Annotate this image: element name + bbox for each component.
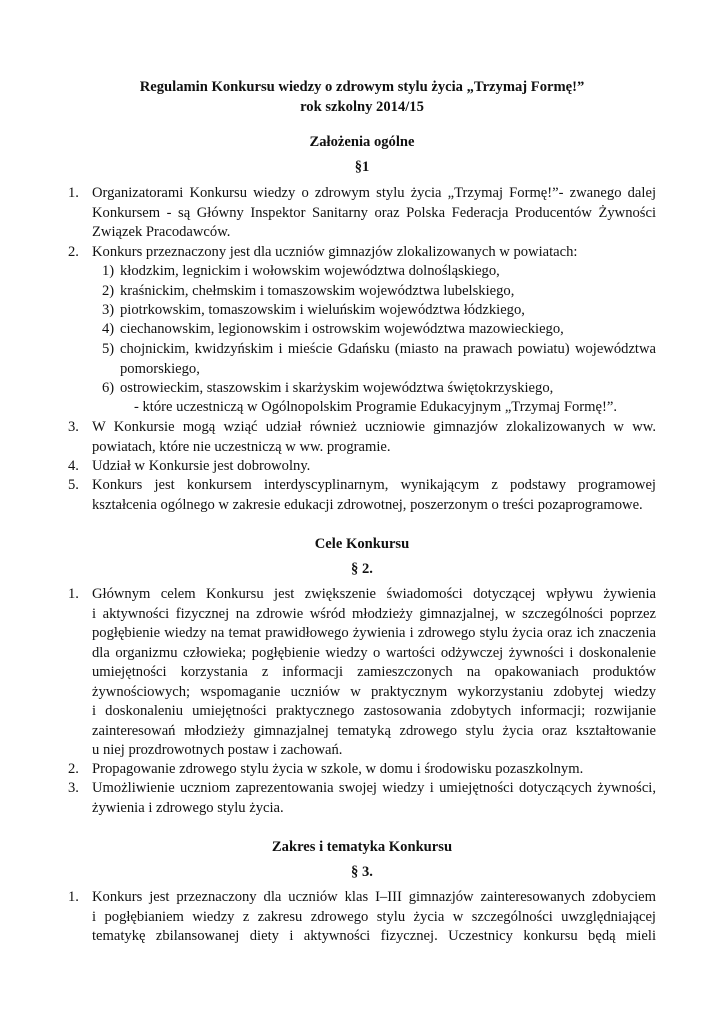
text-line: i aktywności fizycznej na zdrowie wśród młodzieży gimnazjalnej, w szczególności poprzez — [92, 605, 656, 622]
sub-item-number: 1) — [102, 263, 115, 279]
title-line-2: rok szkolny 2014/15 — [300, 99, 424, 115]
section-heading: Cele Konkursu — [314, 536, 410, 552]
item-text — [92, 243, 656, 263]
text-line: żywnościowych; wspomaganie uczniów w praktycznym wykorzystaniu zdobytej wiedzy — [92, 683, 656, 700]
item-number: 3. — [68, 419, 79, 435]
document-title — [60, 77, 664, 117]
text-line: Konkurs jest konkursem interdyscyplinarnym, wynikającym z podstawy programowej — [92, 477, 656, 493]
text-line: chojnickim, kwidzyńskim i mieście Gdańsku (miasto na prawach powiatu) województwa — [120, 341, 656, 357]
text-line: Konkurs przeznaczony jest dla uczniów gimnazjów zlokalizowanych w powiatach: — [92, 244, 578, 260]
text-line: Propagowanie zdrowego stylu życia w szkole, w domu i środowisku pozaszkolnym. — [92, 761, 584, 777]
section-heading: Zakres i tematyka Konkursu — [271, 839, 453, 855]
item-number: 3. — [68, 780, 79, 796]
sub-item-number: 6) — [102, 380, 115, 396]
sub-item-number: 4) — [102, 321, 115, 337]
text-line: Organizatorami Konkursu wiedzy o zdrowym stylu życia „Trzymaj Formę!”- zwanego dalej — [92, 185, 656, 201]
text-line: i doskonaleniu umiejętności praktycznego zastosowania zdobytych informacji; rozwijanie — [92, 703, 656, 719]
item-number: 1. — [68, 185, 79, 201]
text-line: powiatach, które nie uczestniczą w ww. programie. — [92, 438, 391, 455]
text-line: Umożliwienie uczniom zaprezentowania swojej wiedzy i umiejętności dotyczących żywności, — [92, 780, 656, 796]
text-line: kłodzkim, legnickim i wołowskim województwa dolnośląskiego, — [120, 263, 500, 279]
sub-item-number: 2) — [102, 283, 115, 299]
item-number: 5. — [68, 477, 79, 493]
text-line: Udział w Konkursie jest dobrowolny. — [92, 458, 311, 474]
sub-item-number: 5) — [102, 341, 115, 357]
text-line: umiejętności korzystania z informacji zamieszczonych na opakowaniach produktów — [92, 664, 656, 680]
title-line-1: Regulamin Konkursu wiedzy o zdrowym stylu życia „Trzymaj Formę!” — [139, 79, 585, 95]
sub-item-number: 3) — [102, 302, 115, 318]
text-line: W Konkursie mogą wziąć udział również uczniowie gimnazjów zlokalizowanych w ww. — [92, 419, 656, 435]
section-heading: Założenia ogólne — [309, 134, 415, 150]
paragraph-mark: § 2. — [351, 561, 373, 577]
text-line: ostrowieckim, staszowskim i skarżyskim województwa świętokrzyskiego, — [120, 380, 554, 396]
text-line: Konkurs jest przeznaczony dla uczniów klas I–III gimnazjów zainteresowanych zdobyciem — [92, 889, 656, 905]
text-line: kształcenia ogólnego w zakresie edukacji zdrowotnej, poszerzonym o treści pozaprogramowe. — [92, 496, 643, 513]
item-number: 2. — [68, 761, 79, 777]
text-line: Konkursem - są Główny Inspektor Sanitarny oraz Polska Federacja Producentów Żywności — [92, 204, 656, 221]
paragraph-mark: § 3. — [351, 864, 373, 880]
list-note: - które uczestniczą w Ogólnopolskim Programie Edukacyjnym „Trzymaj Formę!”. — [134, 399, 617, 415]
item-text — [92, 184, 656, 243]
item-number: 1. — [68, 586, 79, 602]
item-number: 2. — [68, 244, 79, 260]
item-number: 4. — [68, 458, 79, 474]
text-line: Głównym celem Konkursu jest zwiększenie świadomości dotyczącej wpływu żywienia — [92, 586, 656, 602]
item-number: 1. — [68, 889, 79, 905]
text-line: Związek Pracodawców. — [92, 224, 231, 240]
text-line: pomorskiego, — [120, 360, 200, 377]
text-line: kraśnickim, chełmskim i tomaszowskim województwa lubelskiego, — [120, 283, 515, 299]
text-line: dla organizmu człowieka; pogłębienie wiedzy o wartości odżywczej żywności i doskonalenie — [92, 644, 656, 661]
text-line: ciechanowskim, legionowskim i ostrowskim województwa mazowieckiego, — [120, 321, 564, 337]
text-line: zainteresowań młodzieży gimnazjalnej tematyką zdrowego stylu życia oraz kształtowanie — [92, 722, 656, 739]
text-line: u niej prozdrowotnych postaw i zachowań. — [92, 742, 343, 758]
text-line: tematykę zbilansowanej diety i aktywności fizycznej. Uczestnicy konkursu będą mieli — [92, 928, 656, 944]
text-line: pogłębienie wiedzy na temat prawidłowego żywienia i zdrowego stylu życia oraz ich znaczenia — [92, 625, 656, 641]
text-line: i pogłębianiem wiedzy z zakresu zdrowego stylu życia w szczególności uwzględniającej — [92, 908, 656, 925]
paragraph-mark: §1 — [354, 159, 370, 175]
text-line: piotrkowskim, tomaszowskim i wieluńskim województwa łódzkiego, — [120, 302, 525, 318]
text-line: żywienia i zdrowego stylu życia. — [92, 799, 284, 816]
